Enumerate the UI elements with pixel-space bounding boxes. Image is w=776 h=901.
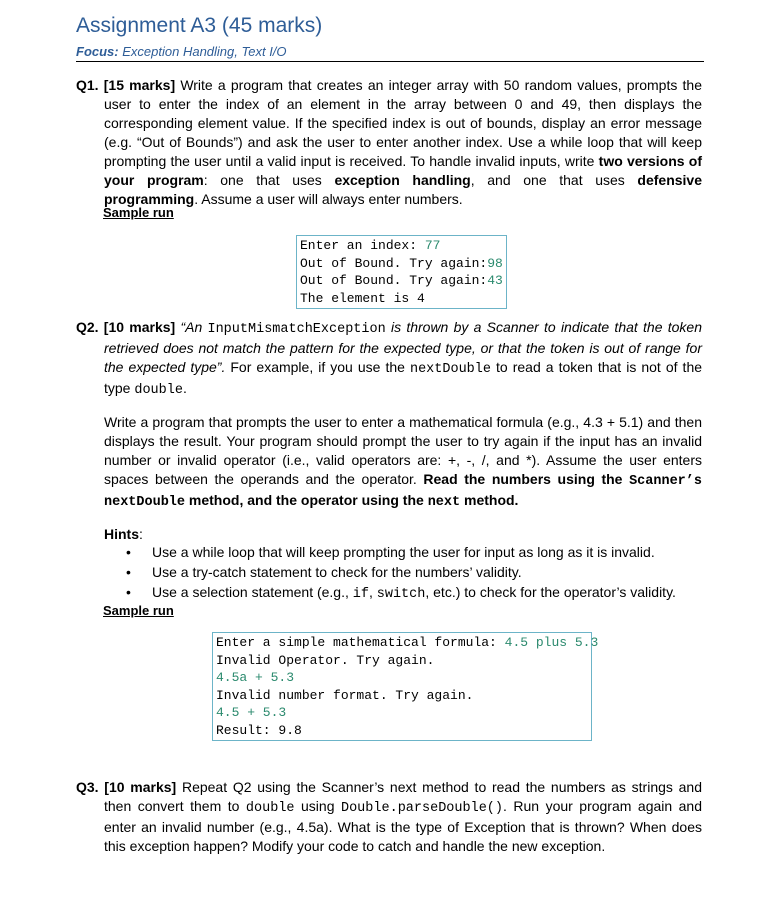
hints-list	[120, 542, 710, 605]
question-3	[76, 778, 702, 856]
q1-bold-3: defensive programming	[104, 172, 703, 207]
q3-text-c: . Run your program again and enter an invalid number (e.g., 4.5a). What is the type of Exception that is thrown? When does this exception happen? Modify your code to catch and handle the new exception.	[104, 798, 703, 854]
console-prompt: The element is 4	[300, 290, 425, 306]
hint-1-text: Use a while loop that will keep prompting the user for input as long as it is invalid.	[152, 544, 655, 560]
console-line	[300, 272, 503, 290]
q1-text-b: : one that uses	[203, 172, 335, 188]
q3-text-a: Repeat Q2 using the Scanner’s next method to read the numbers as strings and then convert them to	[104, 779, 702, 814]
console-prompt: Invalid number format. Try again.	[216, 687, 474, 703]
question-1-text	[76, 76, 702, 209]
hints-heading	[104, 526, 143, 542]
console-line	[216, 652, 588, 670]
q1-sample-run-label: Sample run	[103, 205, 174, 220]
q2-quote-a: “An	[180, 319, 208, 335]
console-prompt: Out of Bound. Try again:	[300, 273, 488, 288]
console-prompt: Result: 9.8	[216, 722, 302, 738]
hint-3-code-a: if	[352, 587, 369, 602]
q3-code-1: double	[245, 801, 295, 816]
q1-bold-2: exception handling	[334, 172, 471, 188]
q2-paragraph-2	[104, 413, 702, 512]
q2-para2-bold-b: method, and the operator using the	[185, 492, 428, 508]
focus-label: Focus:	[76, 44, 119, 59]
hint-3-text-b: , etc.) to check for the operator’s validity.	[425, 584, 676, 600]
q2-code-1: nextDouble	[409, 362, 491, 377]
console-prompt: Invalid Operator. Try again.	[216, 652, 435, 668]
q1-text-a: Write a program that creates an integer array with 50 random values, prompts the user to enter the index of an element in the array between 0 and 49, then displays the corresponding element value. If the specified index is out of bounds, display an error message (e.g. “Out of Bounds”) and ask the user to enter another index. Use a while loop that will keep prompting the user until a valid input is received. To handle invalid inputs, write	[104, 77, 703, 169]
hint-item	[120, 582, 710, 605]
console-line	[300, 237, 503, 255]
console-line	[216, 634, 599, 652]
q3-code-2: Double.parseDouble()	[340, 801, 504, 816]
q2-quote-code: InputMismatchException	[207, 322, 386, 337]
q2-text-b: to read a token that is not of the type	[104, 359, 703, 396]
q1-text-c: , and one that uses	[470, 172, 638, 188]
q1-text-d: . Assume a user will always enter numbers.	[194, 191, 463, 207]
q1-console	[296, 235, 507, 309]
console-line	[216, 722, 588, 740]
console-input: 4.5 + 5.3	[216, 705, 287, 720]
q2-para2-a: Write a program that prompts the user to enter a mathematical formula (e.g., 4.3 + 5.1) and then displays the result. Your program should prompt the user to try again if the input has an invalid number or invalid operator (i.e., valid operators are: +, -, /, and *). Assume the user enters spaces between the operands and the operator.	[104, 414, 702, 487]
console-line	[216, 669, 588, 687]
q2-text-a: For example, if you use the	[225, 359, 410, 375]
console-line	[300, 290, 503, 308]
q2-code-2: double	[134, 383, 183, 398]
q2-console	[212, 632, 599, 741]
console-prompt: Enter a simple mathematical formula:	[216, 635, 505, 650]
question-3-label: Q3. [10 marks]	[76, 779, 177, 795]
question-2-text	[76, 318, 702, 400]
hints-colon: :	[139, 526, 143, 542]
q1-bold-1: two versions of your program	[104, 153, 703, 188]
hints-label: Hints	[104, 526, 139, 542]
console-prompt: Out of Bound. Try again:	[300, 255, 488, 271]
hint-3-code-b: switch	[376, 587, 426, 602]
console-input: 98	[487, 255, 503, 271]
console-input: 4.5a + 5.3	[216, 670, 295, 685]
hint-3-text-a: Use a selection statement (e.g.,	[152, 584, 353, 600]
q2-para2-code-a: Scanner’s nextDouble	[104, 474, 702, 510]
console-input: 43	[487, 273, 503, 288]
hint-3-sep: ,	[368, 584, 377, 600]
q2-quote-b: is thrown by a Scanner to indicate that the token retrieved does not match the pattern for the expected type, or that the token is out of range for the expected type”.	[104, 319, 702, 375]
hint-2-text: Use a try-catch statement to check for the numbers’ validity.	[152, 564, 522, 580]
q2-para2-code-b: next	[427, 495, 461, 510]
question-1-label: Q1. [15 marks]	[76, 77, 176, 93]
q2-para2-bold-a: Read the numbers using the	[423, 471, 630, 487]
question-2	[76, 318, 702, 400]
q2-text-c: .	[182, 380, 187, 396]
console-line	[216, 687, 588, 705]
page-title: Assignment A3 (45 marks)	[76, 14, 323, 37]
question-2-label: Q2. [10 marks]	[76, 319, 176, 335]
console-input: 77	[424, 238, 441, 253]
console-line	[300, 255, 503, 273]
console-prompt: Enter an index:	[300, 238, 425, 253]
hint-item	[120, 542, 710, 562]
hint-item	[120, 562, 710, 582]
q3-text-b: using	[294, 798, 341, 814]
focus-text: Exception Handling, Text I/O	[122, 44, 287, 59]
question-3-text	[76, 778, 702, 856]
question-1	[76, 76, 702, 209]
focus-line	[76, 44, 704, 62]
q2-para2-bold-c: method.	[460, 492, 519, 508]
q2-sample-run-label: Sample run	[103, 603, 174, 618]
console-input: 4.5 plus 5.3	[504, 635, 599, 650]
console-line	[216, 704, 588, 722]
